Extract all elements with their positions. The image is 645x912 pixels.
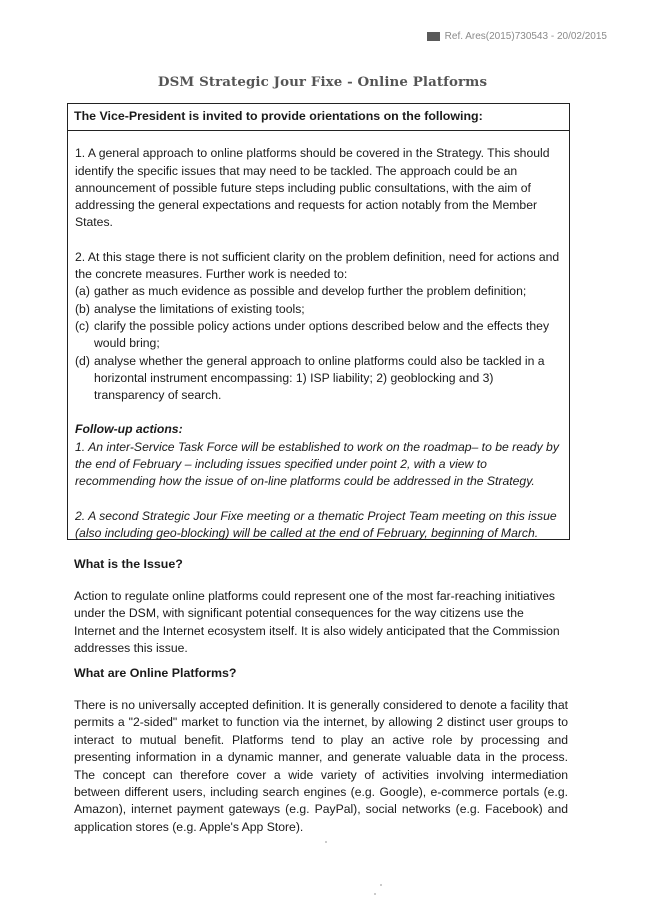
box-body bbox=[68, 145, 569, 542]
followup-title: Follow-up actions: bbox=[75, 422, 183, 437]
list-item bbox=[75, 301, 563, 318]
list-item-text: clarify the possible policy actions under options described below and the effects they would bring; bbox=[94, 318, 550, 351]
point-2: 2. At this stage there is not sufficient clarity on the problem definition, need for actions and the concrete measures. Further work is needed to: bbox=[75, 249, 560, 282]
document-title: DSM Strategic Jour Fixe - Online Platforms bbox=[157, 74, 488, 90]
section-heading-issue: What is the Issue? bbox=[74, 557, 183, 571]
list-item-label: (d) bbox=[75, 353, 90, 368]
point-1: 1. A general approach to online platforms should be covered in the Strategy. This should identify the specific issues that may need to be tackled. The approach could be an announcement of possible future steps including public consultations, with the aim of addressing the general expectations and requests for action notably from the Member States. bbox=[75, 146, 550, 230]
list-item-label: (b) bbox=[75, 301, 90, 316]
registry-stamp bbox=[427, 31, 607, 42]
stamp-text: Ref. Ares(2015)730543 - 20/02/2015 bbox=[444, 31, 607, 42]
box-header: The Vice-President is invited to provide orientations on the following: bbox=[68, 104, 569, 131]
list-item bbox=[75, 318, 563, 353]
followup-action-1: 1. An inter-Service Task Force will be established to work on the roadmap– to be ready by the end of February – including issues specified under point 2, with a view to recommending how the issue of on-line platforms could be addressed in the Strategy. bbox=[75, 439, 559, 489]
section-text-platforms: There is no universally accepted definition. It is generally considered to denote a facility that permits a "2-sided" market to function via the internet, by allowing 2 distinct user groups to interact to mutual benefit. Platforms tend to play an active role by processing and presenting information in a dynamic manner, and generate valuable data in the process. The concept can therefore cover a wide variety of activities involving intermediation between different users, including search engines (e.g. Google), e-commerce portals (e.g. Amazon), internet payment gateways (e.g. PayPal), social networks (e.g. Facebook) and application stores (e.g. Apple's App Store). bbox=[74, 698, 568, 834]
section-text-issue: Action to regulate online platforms could represent one of the most far-reaching initiatives under the DSM, with significant potential consequences for the way citizens use the Internet and the Internet ecosystem itself. It is also widely anticipated that the Commission addresses this issue. bbox=[74, 589, 560, 656]
work-items-list bbox=[75, 283, 563, 404]
list-item-label: (a) bbox=[75, 284, 90, 299]
list-item-text: analyse whether the general approach to online platforms could also be tackled in a horizontal instrument encompassing: 1) ISP liability; 2) geoblocking and 3) transparency of search. bbox=[94, 353, 545, 403]
list-item-text: gather as much evidence as possible and develop further the problem definition; bbox=[94, 284, 527, 299]
followup-action-2: 2. A second Strategic Jour Fixe meeting or a thematic Project Team meeting on this issue (also including geo-blocking) will be called at the end of February, beginning of March. bbox=[75, 508, 557, 540]
list-item-label: (c) bbox=[75, 318, 90, 333]
list-item-text: analyse the limitations of existing tools; bbox=[94, 301, 305, 316]
scan-speck bbox=[325, 841, 327, 843]
stamp-mark-icon bbox=[427, 32, 440, 41]
scan-speck bbox=[374, 893, 376, 895]
list-item bbox=[75, 353, 563, 405]
scan-speck bbox=[380, 884, 382, 886]
section-heading-platforms: What are Online Platforms? bbox=[74, 666, 237, 680]
orientations-box bbox=[67, 103, 570, 540]
list-item bbox=[75, 283, 563, 300]
